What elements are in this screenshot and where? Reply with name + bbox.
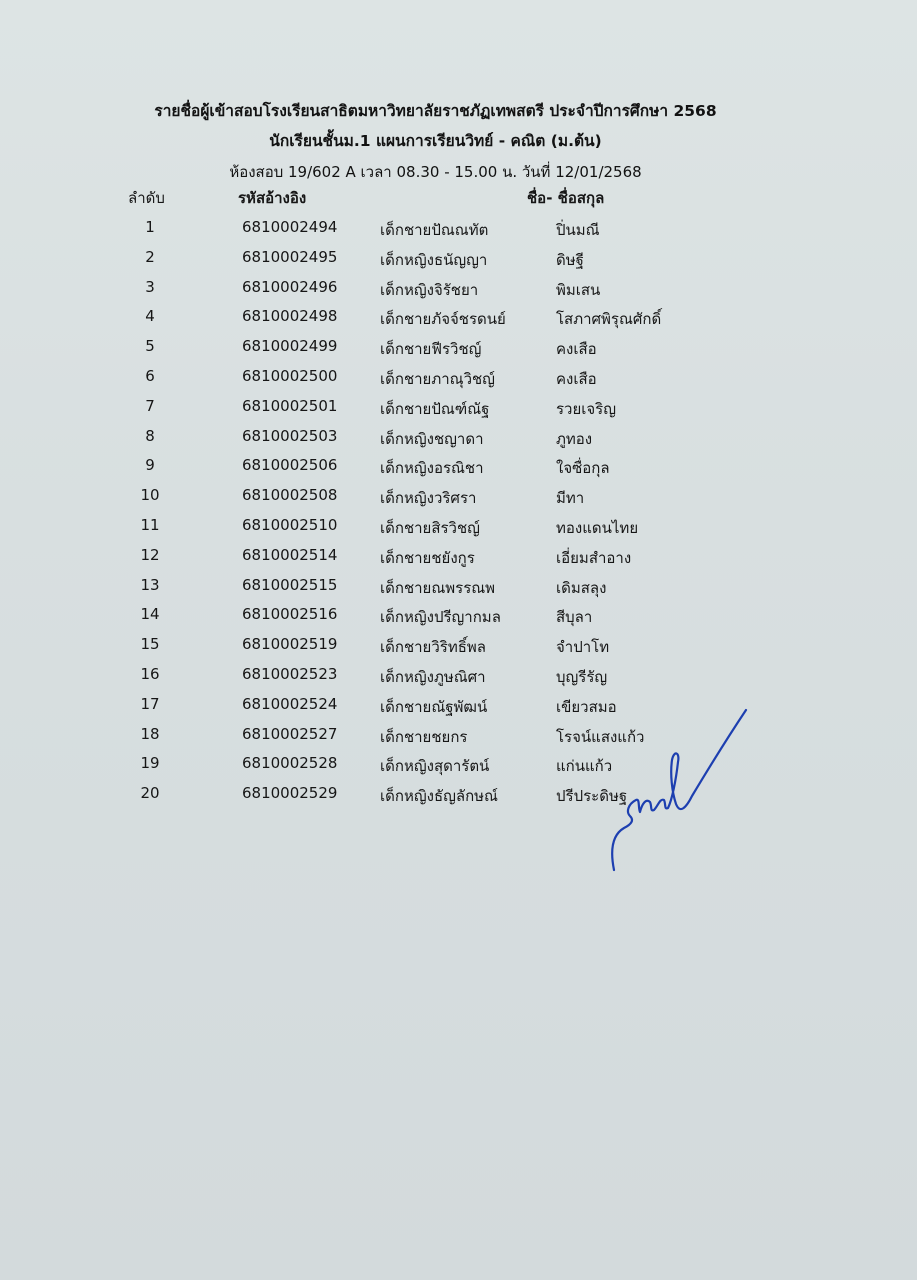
row-last-name: รวยเจริญ [556, 399, 617, 418]
row-code: 6810002515 [242, 575, 338, 594]
row-code: 6810002523 [242, 664, 338, 683]
column-header-name: ชื่อ- ชื่อสกุล [527, 189, 605, 207]
row-last-name: แก่นแก้ว [556, 757, 613, 776]
row-first-name: เด็กหญิงภูษณิศา [380, 667, 486, 686]
row-first-name: เด็กชายชยกร [380, 727, 468, 746]
signature [600, 700, 760, 880]
row-code: 6810002519 [242, 635, 338, 654]
row-first-name: เด็กหญิงสุดารัตน์ [380, 757, 490, 776]
row-code: 6810002496 [242, 277, 338, 296]
row-first-name: เด็กชายสิรวิชญ์ [380, 518, 480, 537]
row-first-name: เด็กชายวิริทธิ์พล [380, 638, 486, 657]
row-order: 15 [140, 635, 160, 654]
row-code: 6810002524 [242, 694, 338, 713]
row-last-name: จำปาโท [556, 638, 610, 657]
row-order: 1 [145, 218, 155, 236]
row-order: 3 [145, 277, 155, 296]
row-last-name: เดิมสลุง [556, 578, 607, 597]
row-last-name: บุญรีรัญ [556, 667, 608, 686]
row-code: 6810002527 [242, 724, 338, 743]
row-last-name: มีทา [556, 489, 585, 508]
table-row [0, 661, 917, 691]
row-last-name: ดิษฐี [556, 250, 584, 269]
row-code: 6810002501 [242, 396, 338, 415]
row-code: 6810002500 [242, 366, 338, 385]
row-order: 13 [140, 575, 160, 594]
exam-room-info: ห้องสอบ 19/602 A เวลา 08.30 - 15.00 น. วันที่ 12/01/2568 [229, 163, 642, 181]
row-first-name: เด็กหญิงชญาดา [380, 429, 484, 448]
row-first-name: เด็กชายณพรรณพ [380, 578, 496, 597]
column-header-order: ลำดับ [128, 189, 165, 207]
table-row [0, 333, 917, 363]
table-row [0, 721, 917, 751]
table-row [0, 363, 917, 393]
row-last-name: ปรีประดิษฐ [556, 787, 628, 806]
table-row [0, 214, 917, 244]
row-order: 19 [140, 754, 160, 773]
row-first-name: เด็กชายฟีรวิชญ์ [380, 340, 482, 359]
document-title: รายชื่อผู้เข้าสอบโรงเรียนสาธิตมหาวิทยาลัยราชภัฏเทพสตรี ประจำปีการศึกษา 2568 [154, 102, 717, 120]
row-last-name: เอี่ยมสำอาง [556, 548, 632, 567]
table-row [0, 601, 917, 631]
table-row [0, 542, 917, 572]
table-row [0, 750, 917, 780]
row-order: 5 [145, 337, 155, 356]
row-order: 17 [140, 694, 160, 713]
row-first-name: เด็กหญิงอรณิชา [380, 459, 484, 478]
row-order: 10 [140, 486, 160, 505]
row-last-name: ทองแดนไทย [556, 518, 639, 537]
table-row [0, 691, 917, 721]
row-code: 6810002494 [242, 218, 338, 236]
row-last-name: ใจซื่อกุล [556, 459, 610, 478]
row-last-name: ปิ่นมณี [556, 221, 600, 239]
row-order: 2 [145, 247, 155, 266]
table-row [0, 512, 917, 542]
row-first-name: เด็กชายปัณณทัต [380, 221, 489, 239]
row-order: 14 [140, 605, 160, 624]
row-code: 6810002510 [242, 515, 338, 534]
row-code: 6810002506 [242, 456, 338, 475]
row-first-name: เด็กชายชยังกูร [380, 548, 475, 567]
row-order: 16 [140, 664, 160, 683]
table-row [0, 393, 917, 423]
row-order: 20 [140, 784, 160, 803]
row-code: 6810002499 [242, 337, 338, 356]
row-first-name: เด็กชายปัณฑ์ณัฐ [380, 399, 490, 418]
row-last-name: คงเสือ [556, 369, 597, 388]
row-order: 12 [140, 545, 160, 564]
row-last-name: คงเสือ [556, 340, 597, 359]
row-first-name: เด็กหญิงปรีญากมล [380, 608, 501, 627]
row-code: 6810002529 [242, 784, 338, 803]
row-first-name: เด็กหญิงจิรัชยา [380, 280, 479, 299]
row-order: 8 [145, 426, 155, 445]
row-order: 18 [140, 724, 160, 743]
row-order: 9 [145, 456, 155, 475]
column-header-code: รหัสอ้างอิง [238, 189, 307, 207]
row-code: 6810002508 [242, 486, 338, 505]
table-row [0, 482, 917, 512]
table-row [0, 780, 917, 810]
row-last-name: ภูทอง [556, 429, 593, 448]
document-subtitle: นักเรียนชั้นม.1 แผนการเรียนวิทย์ - คณิต (ม.ต้น) [269, 132, 602, 150]
table-row [0, 423, 917, 453]
row-code: 6810002528 [242, 754, 338, 773]
row-last-name: สีบุลา [556, 608, 593, 627]
row-order: 6 [145, 366, 155, 385]
row-code: 6810002516 [242, 605, 338, 624]
row-first-name: เด็กหญิงธัญลักษณ์ [380, 787, 498, 806]
row-last-name: พิมเสน [556, 280, 601, 299]
row-order: 11 [140, 515, 160, 534]
row-order: 7 [145, 396, 155, 415]
row-code: 6810002495 [242, 247, 338, 266]
row-code: 6810002514 [242, 545, 338, 564]
row-code: 6810002498 [242, 307, 338, 326]
row-last-name: เขียวสมอ [556, 697, 617, 716]
row-last-name: โสภาศพิรุณศักดิ์ [556, 310, 662, 329]
row-first-name: เด็กหญิงวริศรา [380, 489, 477, 508]
table-row [0, 303, 917, 333]
row-first-name: เด็กชายภัจจ์ชรดนย์ [380, 310, 506, 329]
table-row [0, 274, 917, 304]
row-first-name: เด็กชายณัฐพัฒน์ [380, 697, 488, 716]
row-order: 4 [145, 307, 155, 326]
row-last-name: โรจน์แสงแก้ว [556, 727, 645, 746]
row-first-name: เด็กหญิงธนัญญา [380, 250, 488, 269]
table-row [0, 244, 917, 274]
table-row [0, 452, 917, 482]
row-first-name: เด็กชายภาณุวิชญ์ [380, 369, 495, 388]
table-row [0, 631, 917, 661]
row-code: 6810002503 [242, 426, 338, 445]
student-list [0, 214, 917, 810]
table-row [0, 572, 917, 602]
